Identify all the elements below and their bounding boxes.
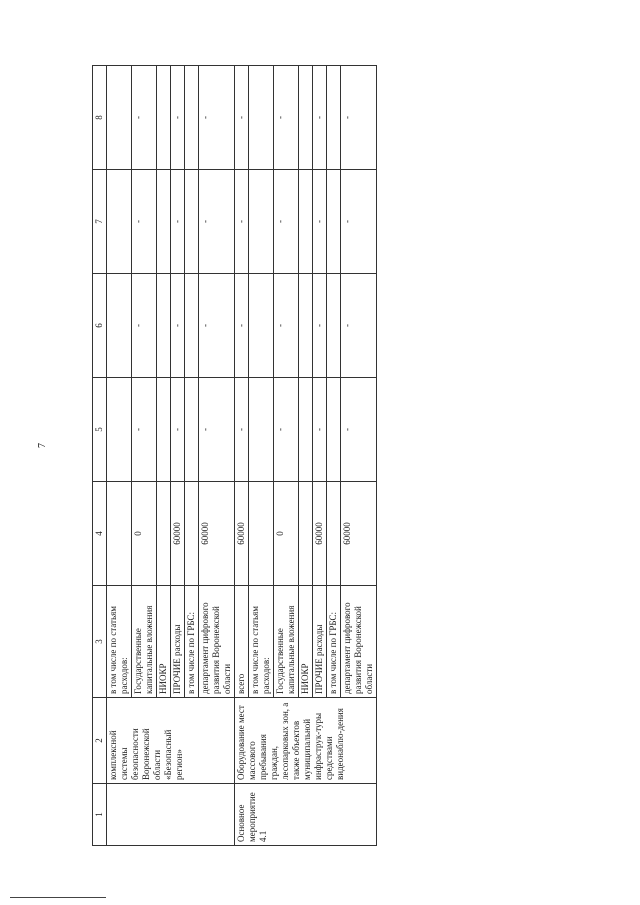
cell-value: 60000 <box>235 482 249 586</box>
cell-value <box>185 66 199 170</box>
cell-value <box>157 170 171 274</box>
cell-col2: Оборудование мест массового пребывания граждан, лесопарковых зон, а также объектов муниципальной инфраструк-туры средствами видеонаблю-дения <box>235 698 377 784</box>
cell-label: НИОКР <box>299 586 313 698</box>
col-header: 4 <box>93 482 107 586</box>
cell-value: - <box>235 274 249 378</box>
rotated-table-container <box>92 66 472 846</box>
cell-text-line: безопасности <box>130 728 140 780</box>
cell-label: в том числе по ГРБС: <box>185 586 199 698</box>
cell-value <box>327 378 341 482</box>
cell-value: - <box>171 170 185 274</box>
cell-value: - <box>132 66 157 170</box>
cell-value: - <box>132 274 157 378</box>
cell-value: - <box>132 378 157 482</box>
cell-value <box>327 274 341 378</box>
cell-value: 60000 <box>171 482 185 586</box>
cell-value <box>185 378 199 482</box>
col-header: 7 <box>93 170 107 274</box>
cell-value: - <box>341 66 377 170</box>
cell-value <box>327 66 341 170</box>
cell-value: - <box>274 274 299 378</box>
cell-value: 0 <box>132 482 157 586</box>
cell-label: Государственные капитальные вложения <box>274 586 299 698</box>
cell-value: - <box>274 378 299 482</box>
header-row <box>93 66 107 846</box>
cell-value: 0 <box>274 482 299 586</box>
table-row <box>107 66 132 846</box>
table-row <box>235 66 249 846</box>
cell-value: - <box>341 170 377 274</box>
cell-col1: Основное мероприятие 4.1 <box>235 784 377 846</box>
cell-text-line: системы <box>119 747 129 780</box>
col-header: 6 <box>93 274 107 378</box>
cell-value: - <box>199 66 235 170</box>
cell-text-line: регион» <box>174 749 184 780</box>
cell-value <box>327 482 341 586</box>
cell-value <box>299 378 313 482</box>
cell-label: ПРОЧИЕ расходы <box>171 586 185 698</box>
col-header: 2 <box>93 698 107 784</box>
cell-value: - <box>235 170 249 274</box>
cell-label: в том числе по ГРБС: <box>327 586 341 698</box>
table-body <box>107 66 377 846</box>
budget-table <box>92 65 377 846</box>
cell-text-line: области <box>152 749 162 780</box>
col-header: 1 <box>93 784 107 846</box>
cell-value: - <box>313 378 327 482</box>
cell-value: - <box>199 170 235 274</box>
cell-value <box>299 170 313 274</box>
cell-label: в том числе по статьям расходов: <box>249 586 274 698</box>
cell-value <box>107 482 132 586</box>
cell-value: - <box>313 170 327 274</box>
cell-value <box>299 482 313 586</box>
page-number: 7 <box>37 443 48 448</box>
cell-value <box>185 170 199 274</box>
col-header: 5 <box>93 378 107 482</box>
cell-value <box>107 66 132 170</box>
cell-value <box>185 482 199 586</box>
cell-value: - <box>341 274 377 378</box>
cell-value: - <box>199 274 235 378</box>
cell-value <box>249 378 274 482</box>
cell-value <box>107 274 132 378</box>
cell-value <box>249 170 274 274</box>
cell-value <box>157 274 171 378</box>
cell-value <box>185 274 199 378</box>
cell-value <box>107 378 132 482</box>
cell-label: ПРОЧИЕ расходы <box>313 586 327 698</box>
cell-label: департамент цифрового развития Воронежской области <box>341 586 377 698</box>
cell-value <box>249 66 274 170</box>
cell-value <box>299 66 313 170</box>
col-header: 3 <box>93 586 107 698</box>
cell-value: 60000 <box>313 482 327 586</box>
cell-label: Государственные капитальные вложения <box>132 586 157 698</box>
cell-value <box>157 378 171 482</box>
cell-value <box>157 482 171 586</box>
cell-col1 <box>107 784 235 846</box>
cell-value: 60000 <box>341 482 377 586</box>
cell-value: - <box>235 378 249 482</box>
cell-value: 60000 <box>199 482 235 586</box>
cell-value <box>249 482 274 586</box>
cell-value: - <box>313 66 327 170</box>
cell-value: - <box>274 170 299 274</box>
cell-value: - <box>341 378 377 482</box>
cell-value: - <box>171 274 185 378</box>
cell-label: всего <box>235 586 249 698</box>
cell-value: - <box>274 66 299 170</box>
cell-text-line: комплексной <box>108 730 118 780</box>
cell-label: НИОКР <box>157 586 171 698</box>
cell-col2 <box>107 698 235 784</box>
cell-label: департамент цифрового развития Воронежской области <box>199 586 235 698</box>
cell-value <box>299 274 313 378</box>
cell-value <box>107 170 132 274</box>
cell-value: - <box>313 274 327 378</box>
footnote-rule <box>10 897 106 898</box>
cell-value: - <box>132 170 157 274</box>
cell-text-line: Воронежской <box>141 728 151 780</box>
cell-label: в том числе по статьям расходов: <box>107 586 132 698</box>
cell-text-line: «Безопасный <box>163 729 173 780</box>
cell-value: - <box>235 66 249 170</box>
cell-value: - <box>199 378 235 482</box>
col-header: 8 <box>93 66 107 170</box>
cell-value: - <box>171 378 185 482</box>
cell-value <box>157 66 171 170</box>
cell-value <box>249 274 274 378</box>
cell-value: - <box>171 66 185 170</box>
cell-value <box>327 170 341 274</box>
